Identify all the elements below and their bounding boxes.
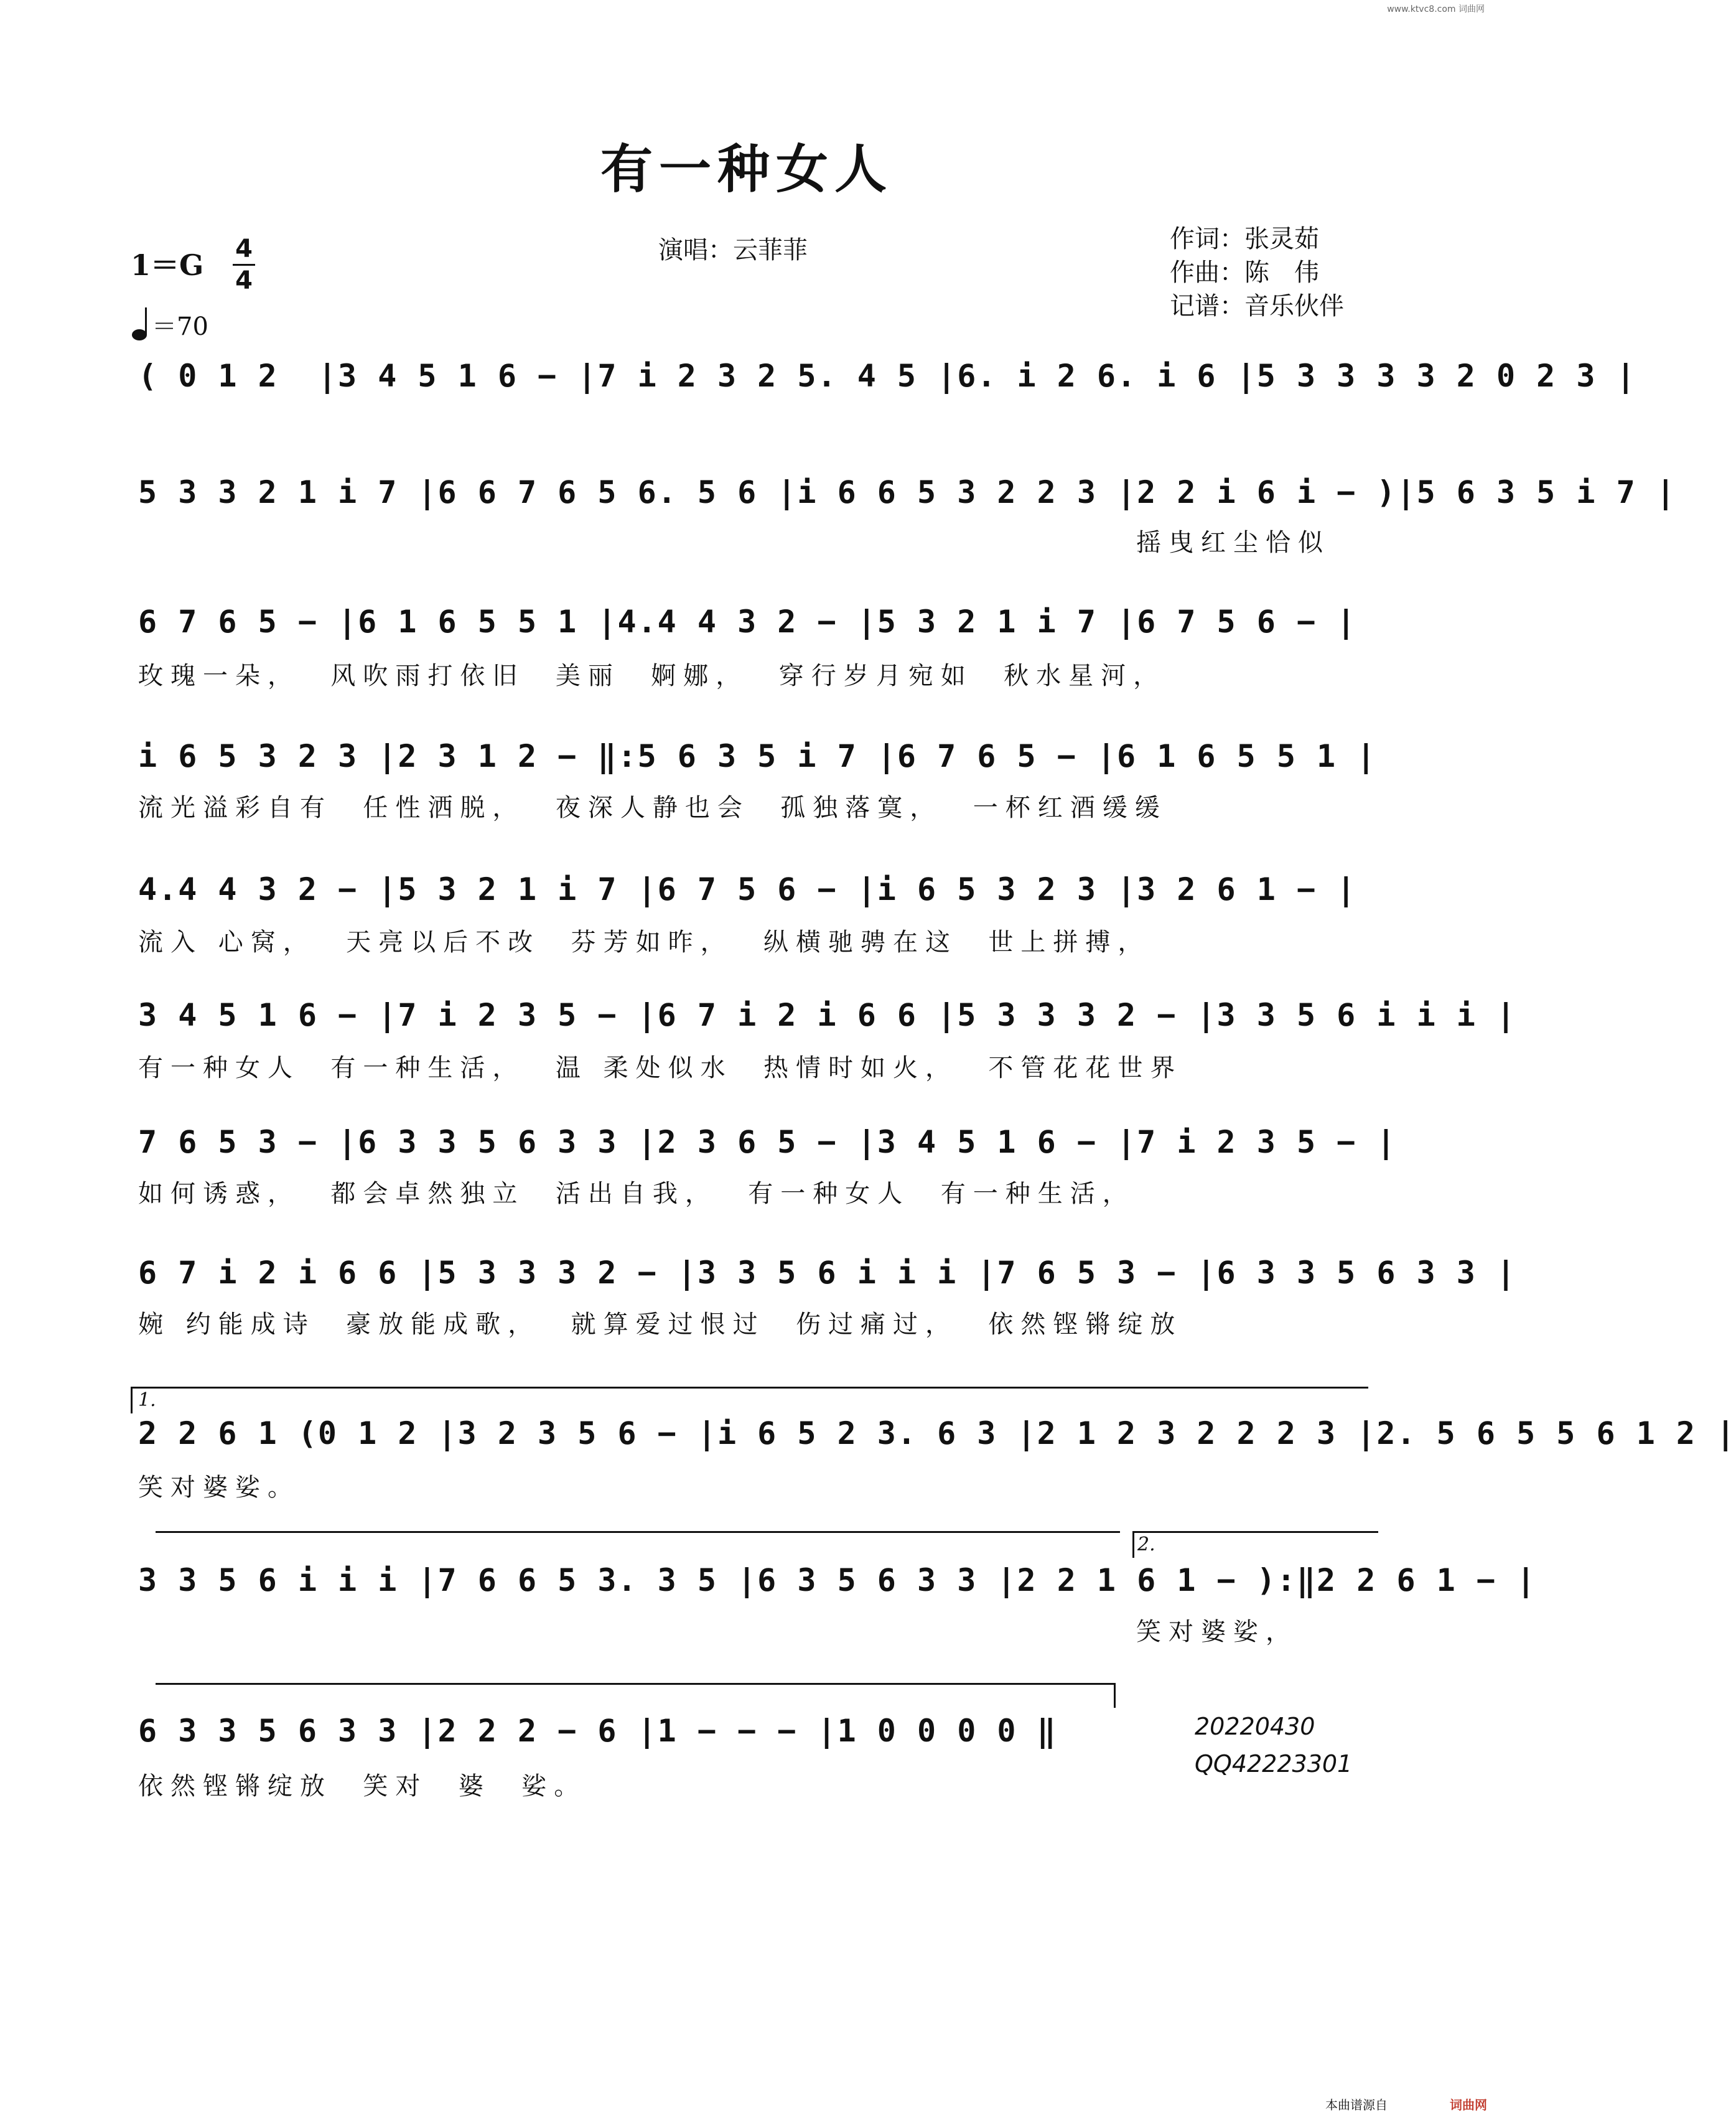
lyricist: 作词：张灵茹 [1170,225,1319,253]
first-ending-bracket [131,1387,1368,1413]
notation-line-1: ( 0 1 2 |3 4 5 1 6 − |7 i 2 3 2 5. 4 5 |6. i 2 6. i 6 |5 3 3 3 3 2 0 2 3 | [138,358,1636,394]
footer-logo: 词曲网 [1450,2097,1487,2112]
lyric-line-5: 流入 心窝， 天亮以后不改 芬芳如昨， 纵横驰骋在这 世上拼搏， [138,928,1150,957]
time-signature: 4 4 [231,235,256,294]
quarter-note-icon [131,306,152,341]
composer: 作曲：陈 伟 [1170,258,1319,287]
transcriber: 记谱：音乐伙伴 [1170,292,1344,321]
notation-line-10: 3 3 5 6 i i i |7 6 6 5 3. 3 5 |6 3 5 6 3 3 |2 2 1 6 1 − ):‖2 2 6 1 − | [138,1562,1537,1598]
notation-line-8: 6 7 i 2 i 6 6 |5 3 3 3 2 − |3 3 5 6 i i i |7 6 5 3 − |6 3 3 5 6 3 3 | [138,1255,1517,1291]
notation-line-6: 3 4 5 1 6 − |7 i 2 3 5 − |6 7 i 2 i 6 6 |5 3 3 3 2 − |3 3 5 6 i i i | [138,997,1517,1033]
ending-continuation [156,1683,1114,1685]
second-ending-bracket [1132,1531,1378,1558]
lyric-line-3: 玫瑰一朵， 风吹雨打依旧 美丽 婀娜， 穿行岁月宛如 秋水星河， [138,662,1166,690]
lyric-line-6: 有一种女人 有一种生活， 温 柔处似水 热情时如火， 不管花花世界 [138,1054,1183,1082]
lyric-line-10: 笑对婆娑， [1136,1618,1298,1646]
key-signature: 1＝G [131,248,204,282]
lyric-line-7: 如何诱惑， 都会卓然独立 活出自我， 有一种女人 有一种生活， [138,1179,1135,1208]
footer-source: 本曲谱源自 [1325,2097,1388,2112]
lyric-line-9: 笑对婆娑。 [138,1473,300,1502]
notation-line-11: 6 3 3 5 6 3 3 |2 2 2 − 6 |1 − − − |1 0 0 0 0 ‖ [138,1713,1057,1749]
song-title: 有一种女人 [600,139,893,200]
transcription-date: 20220430 [1195,1713,1315,1740]
first-ending-label: 1. [138,1389,156,1411]
site-watermark: www.ktvc8.com 词曲网 [1387,4,1485,14]
ending-continuation-tick [1114,1683,1116,1708]
lyric-line-11: 依然铿锵绽放 笑对 婆 娑。 [138,1772,587,1801]
notation-line-9: 2 2 6 1 (0 1 2 |3 2 3 5 6 − |i 6 5 2 3. 6 3 |2 1 2 3 2 2 2 3 |2. 5 6 5 5 6 1 2 | [138,1415,1736,1451]
lyric-line-8: 婉 约能成诗 豪放能成歌， 就算爱过恨过 伤过痛过， 依然铿锵绽放 [138,1310,1183,1339]
notation-line-7: 7 6 5 3 − |6 3 3 5 6 3 3 |2 3 6 5 − |3 4 5 1 6 − |7 i 2 3 5 − | [138,1124,1397,1160]
notation-line-5: 4.4 4 3 2 − |5 3 2 1 i 7 |6 7 5 6 − |i 6 5 3 2 3 |3 2 6 1 − | [138,871,1357,907]
first-ending-continuation [156,1531,1120,1533]
transcriber-qq: QQ42223301 [1195,1750,1353,1778]
lyric-line-4: 流光溢彩自有 任性洒脱， 夜深人静也会 孤独落寞， 一杯红酒缓缓 [138,794,1167,822]
notation-line-2: 5 3 3 2 1 i 7 |6 6 7 6 5 6. 5 6 |i 6 6 5 3 2 2 3 |2 2 i 6 i − )|5 6 3 5 i 7 | [138,474,1676,510]
tempo-marking: ＝70 [131,306,208,342]
singer: 演唱：云菲菲 [658,236,808,265]
second-ending-label: 2. [1137,1534,1155,1555]
notation-line-3: 6 7 6 5 − |6 1 6 5 5 1 |4.4 4 3 2 − |5 3 2 1 i 7 |6 7 5 6 − | [138,604,1357,640]
notation-line-4: i 6 5 3 2 3 |2 3 1 2 − ‖:5 6 3 5 i 7 |6 7 6 5 − |6 1 6 5 5 1 | [138,738,1377,774]
lyric-line-2: 摇曳红尘恰似 [1136,528,1330,557]
